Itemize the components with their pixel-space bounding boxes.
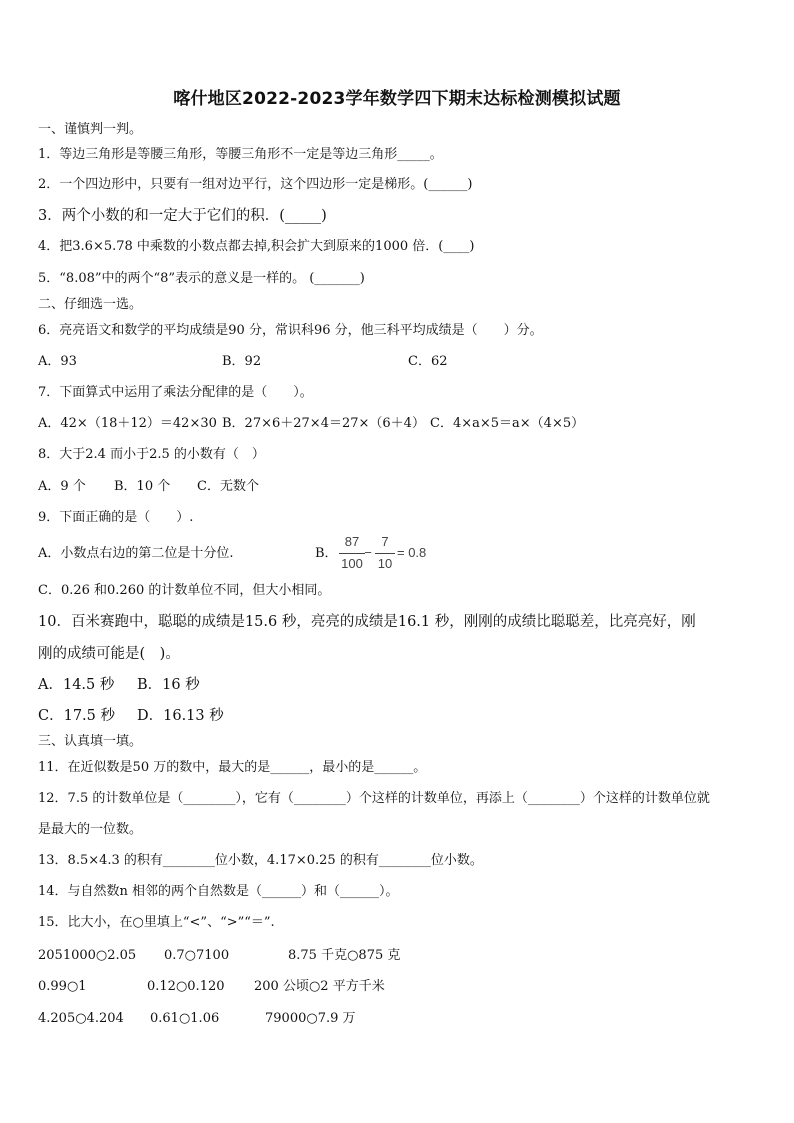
q9-option-b-equation bbox=[339, 534, 449, 574]
question-6: 6．亮亮语文和数学的平均成绩是90 分，常识科96 分，他三科平均成绩是（ ）分。 bbox=[38, 323, 543, 338]
compare-item: 0.61○1.06 bbox=[150, 1011, 220, 1026]
q6-option-a: A．93 bbox=[38, 354, 77, 369]
page-title: 喀什地区2022-2023学年数学四下期末达标检测模拟试题 bbox=[173, 89, 621, 109]
q8-option-a: A．9 个 bbox=[38, 479, 86, 494]
q7-option-a: A．42×（18＋12）＝42×30 bbox=[38, 416, 217, 431]
q9-option-b-label: B． bbox=[315, 546, 338, 561]
question-1: 1．等边三角形是等腰三角形，等腰三角形不一定是等边三角形_____。 bbox=[38, 147, 443, 162]
minus-sign: − bbox=[364, 545, 372, 560]
question-11: 11．在近似数是50 万的数中，最大的是______，最小的是______。 bbox=[38, 760, 427, 775]
question-7: 7．下面算式中运用了乘法分配律的是（ ）。 bbox=[38, 385, 313, 400]
compare-item: 2051000○2.05 bbox=[38, 948, 137, 963]
equation-result: = 0.8 bbox=[397, 545, 427, 560]
q6-option-c: C．62 bbox=[408, 354, 448, 369]
q10-option-a: A．14.5 秒 bbox=[38, 677, 115, 693]
q8-option-c: C．无数个 bbox=[197, 479, 259, 494]
compare-item: 0.99○1 bbox=[38, 979, 87, 994]
section-heading-1: 一、谨慎判一判。 bbox=[38, 122, 143, 137]
fraction-2-bar bbox=[375, 553, 395, 554]
compare-item: 0.12○0.120 bbox=[147, 979, 225, 994]
question-4: 4．把3.6×5.78 中乘数的小数点都去掉,积会扩大到原来的1000 倍．(____) bbox=[38, 239, 475, 254]
fraction-2-denominator: 10 bbox=[377, 556, 393, 571]
question-5: 5．“8.08”中的两个“8”表示的意义是一样的。 (_______) bbox=[38, 271, 365, 286]
question-14: 14．与自然数n 相邻的两个自然数是（______）和（______）。 bbox=[38, 884, 399, 899]
q7-option-c: C．4×a×5＝a×（4×5） bbox=[430, 416, 585, 431]
compare-item: 200 公顷○2 平方千米 bbox=[254, 979, 385, 994]
q8-option-b: B．10 个 bbox=[114, 479, 171, 494]
q6-option-b: B．92 bbox=[222, 354, 262, 369]
question-12-line-2: 是最大的一位数。 bbox=[38, 822, 143, 837]
fraction-1-numerator: 87 bbox=[344, 534, 360, 549]
q9-option-c: C．0.26 和0.260 的计数单位不同，但大小相同。 bbox=[38, 583, 331, 598]
question-13: 13．8.5×4.3 的积有________位小数，4.17×0.25 的积有________位小数。 bbox=[38, 853, 483, 868]
fraction-2-numerator: 7 bbox=[381, 534, 389, 549]
compare-item: 8.75 千克○875 克 bbox=[288, 948, 401, 963]
fraction-1-denominator: 100 bbox=[341, 556, 363, 571]
compare-item: 4.205○4.204 bbox=[38, 1011, 124, 1026]
question-15: 15．比大小，在○里填上“<”、“>”“＝”. bbox=[38, 915, 275, 930]
compare-item: 0.7○7100 bbox=[164, 948, 230, 963]
q9-option-a: A．小数点右边的第二位是十分位. bbox=[38, 546, 234, 561]
section-heading-2: 二、仔细选一选。 bbox=[38, 297, 143, 312]
section-heading-3: 三、认真填一填。 bbox=[38, 734, 143, 749]
compare-item: 79000○7.9 万 bbox=[265, 1011, 356, 1026]
question-3: 3．两个小数的和一定大于它们的积．(_____) bbox=[38, 208, 327, 224]
q10-option-d: D．16.13 秒 bbox=[137, 708, 224, 724]
question-9: 9．下面正确的是（ ）. bbox=[38, 510, 194, 525]
q10-option-c: C．17.5 秒 bbox=[38, 708, 115, 724]
question-8: 8．大于2.4 而小于2.5 的小数有（ ） bbox=[38, 447, 265, 462]
q10-option-b: B．16 秒 bbox=[137, 677, 200, 693]
question-2: 2．一个四边形中，只要有一组对边平行，这个四边形一定是梯形。(______) bbox=[38, 177, 473, 192]
question-10-line-2: 刚的成绩可能是( )。 bbox=[38, 646, 180, 662]
question-10-line-1: 10．百米赛跑中，聪聪的成绩是15.6 秒，亮亮的成绩是16.1 秒，刚刚的成绩比聪聪差，比亮亮好，刚 bbox=[38, 614, 696, 630]
question-12-line-1: 12．7.5 的计数单位是（________），它有（________）个这样的计数单位，再添上（________）个这样的计数单位就 bbox=[38, 791, 710, 806]
q7-option-b: B．27×6＋27×4＝27×（6＋4） bbox=[222, 416, 425, 431]
